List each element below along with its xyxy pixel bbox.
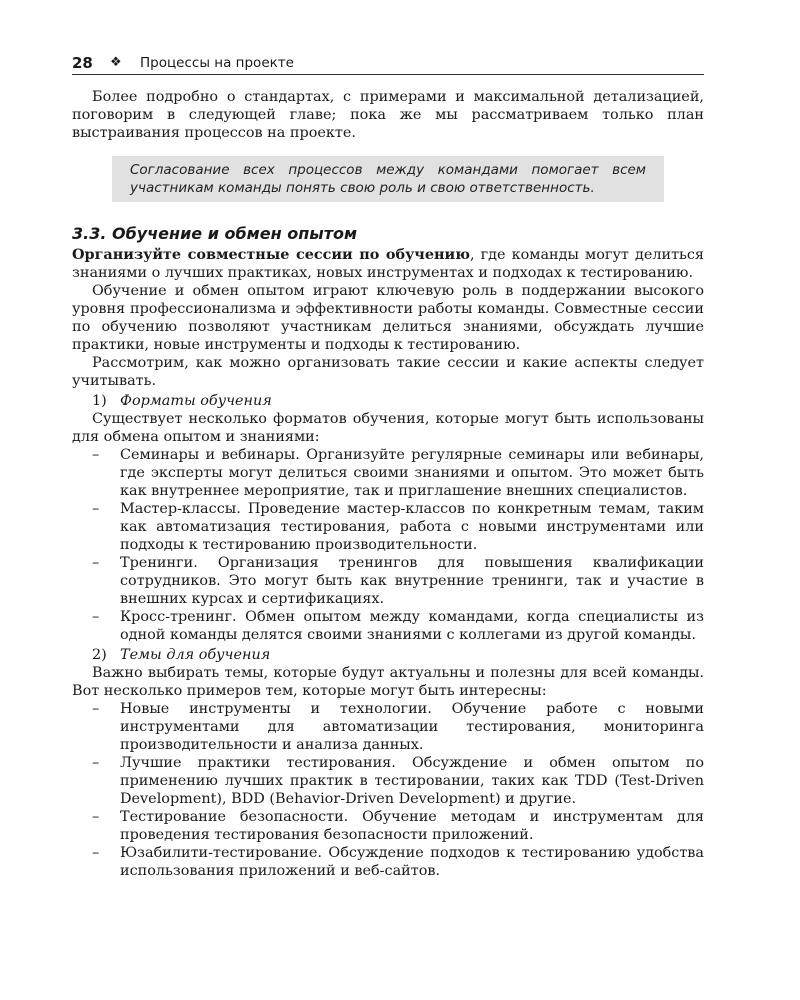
lead-paragraph [72, 246, 704, 282]
chapter-title: Процессы на проекте [140, 55, 294, 71]
lead-bold-text: Организуйте совместные сессии по обучению [72, 246, 470, 263]
callout-note: Согласование всех процессов между командами помогает всем участникам команды понять свою роль и свою ответственность. [112, 156, 664, 202]
list-item [72, 446, 704, 500]
paragraph-2: Обучение и обмен опытом играют ключевую роль в поддержании высокого уровня профессионализма и эффективности работы команды. Совместные сессии по обучению позволяют участникам делиться знаниями, обсуждать лучшие практики, новые инструменты и подходы к тестированию. [72, 283, 704, 353]
list-item-text: Лучшие практики тестирования. Обсуждение и обмен опытом по применению лучших практик в тестировании, таких как TDD (Test-Driven Development), BDD (Behavior-Driven Development) и другие. [120, 755, 704, 807]
list-item [72, 808, 704, 844]
list-item [72, 554, 704, 608]
formats-list [72, 446, 704, 644]
list-item [72, 754, 704, 808]
intro-paragraph: Более подробно о стандартах, с примерами и максимальной детализацией, поговорим в следующей главе; пока же мы рассматриваем только план выстраивания процессов на проекте. [72, 89, 704, 141]
running-header [72, 54, 704, 75]
list-dash: – [92, 447, 100, 463]
list-dash: – [92, 809, 100, 825]
list-dash: – [92, 845, 100, 861]
list-item-text: Мастер-классы. Проведение мастер-классов по конкретным темам, таким как автоматизация тестирования, работа с новыми инструментами или подходы к тестированию производительности. [120, 501, 704, 553]
subheading-title: Форматы обучения [120, 393, 272, 409]
paragraph-3: Рассмотрим, как можно организовать такие сессии и какие аспекты следует учитывать. [72, 355, 704, 389]
page-body [72, 88, 704, 880]
subheading-title: Темы для обучения [120, 647, 271, 663]
list-dash: – [92, 609, 100, 625]
list-item [72, 844, 704, 880]
list-item [72, 500, 704, 554]
topics-list [72, 700, 704, 880]
subheading-topics [72, 646, 704, 664]
formats-intro: Существует несколько форматов обучения, которые могут быть использованы для обмена опытом и знаниями: [72, 411, 704, 445]
list-item-text: Тренинги. Организация тренингов для повышения квалификации сотрудников. Это могут быть как внутренние тренинги, так и участие в внешних курсах и сертификациях. [120, 555, 704, 607]
subheading-number: 1) [92, 393, 107, 409]
list-item [72, 700, 704, 754]
list-dash: – [92, 755, 100, 771]
subheading-formats [72, 392, 704, 410]
lead-rest-text: , где команды могут делиться знаниями о лучших практиках, новых инструментах и подходах к тестированию. [72, 247, 705, 281]
header-ornament-icon: ❖ [110, 55, 122, 70]
page-number: 28 [72, 54, 93, 72]
list-item-text: Семинары и вебинары. Организуйте регулярные семинары или вебинары, где эксперты могут делиться своими знаниями и опытом. Это может быть как внутреннее мероприятие, так и приглашение внешних специалистов. [120, 447, 704, 499]
list-item-text: Юзабилити-тестирование. Обсуждение подходов к тестированию удобства использования приложений и веб-сайтов. [120, 845, 704, 879]
list-item-text: Новые инструменты и технологии. Обучение работе с новыми инструментами для автоматизации тестирования, мониторинга производительности и анализа данных. [120, 701, 704, 753]
section-heading: 3.3. Обучение и обмен опытом [72, 224, 358, 243]
list-item [72, 608, 704, 644]
list-dash: – [92, 501, 100, 517]
list-item-text: Кросс-тренинг. Обмен опытом между командами, когда специалисты из одной команды делятся своими знаниями с коллегами из другой команды. [120, 609, 704, 643]
topics-intro: Важно выбирать темы, которые будут актуальны и полезны для всей команды. Вот несколько примеров тем, которые могут быть интересны: [72, 665, 704, 699]
list-dash: – [92, 555, 100, 571]
list-dash: – [92, 701, 100, 717]
list-item-text: Тестирование безопасности. Обучение методам и инструментам для проведения тестирования безопасности приложений. [120, 809, 704, 843]
subheading-number: 2) [92, 647, 107, 663]
